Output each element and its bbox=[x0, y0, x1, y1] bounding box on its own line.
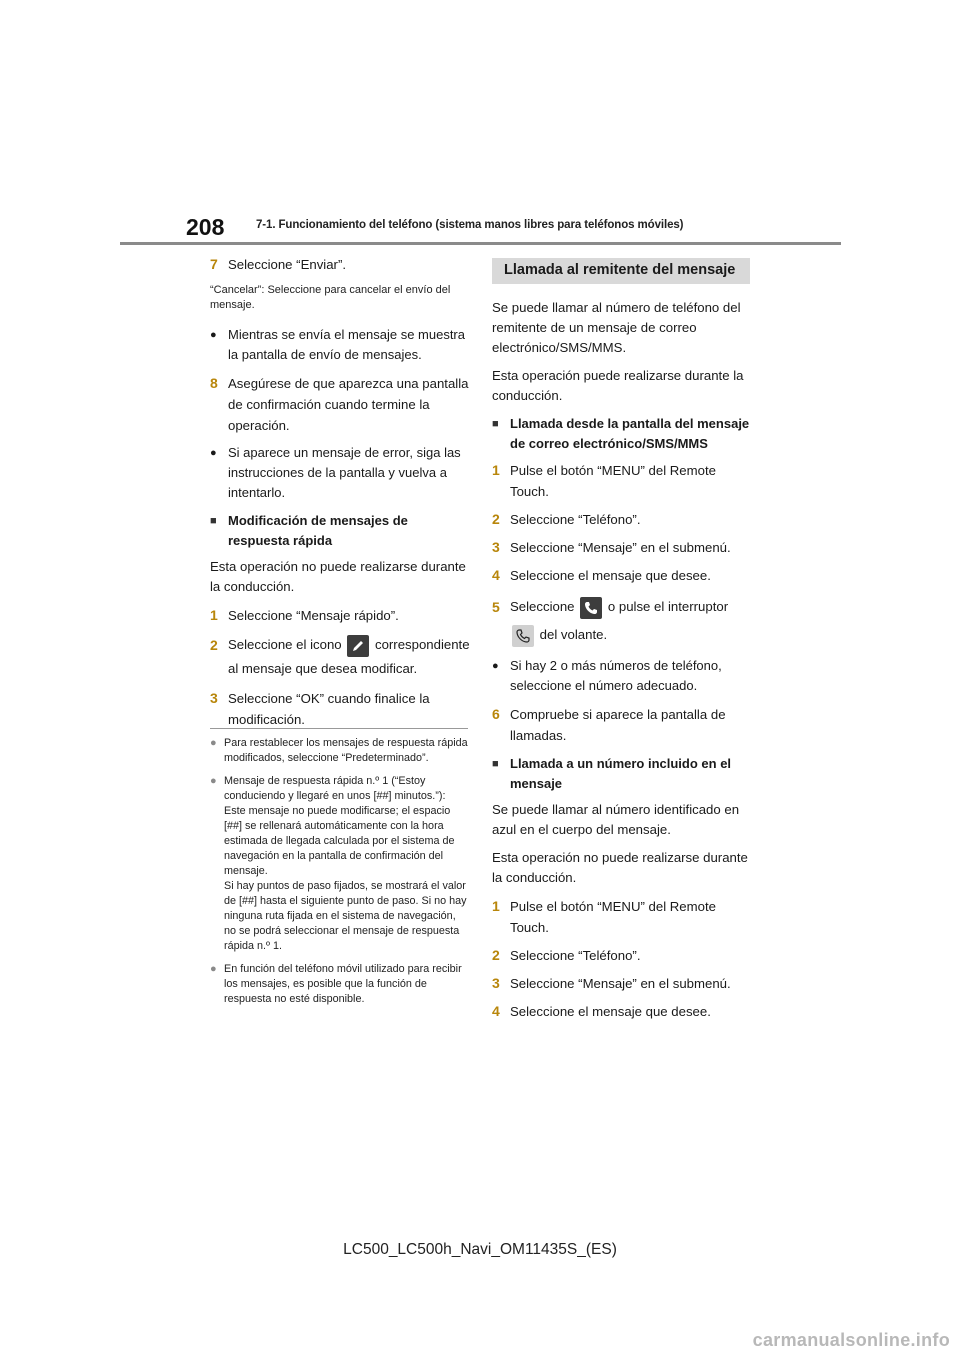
step-text: Pulse el botón “MENU” del Remote Touch. bbox=[510, 463, 716, 499]
bullet-multiple-numbers bbox=[492, 656, 750, 696]
step-4 bbox=[492, 565, 750, 586]
step-1 bbox=[210, 605, 470, 626]
square-bullet-icon: ■ bbox=[492, 418, 499, 430]
bullet-sending bbox=[210, 325, 470, 365]
step-number: 1 bbox=[492, 898, 500, 914]
step-text-after: correspondiente al mensaje que desea modificar. bbox=[228, 637, 470, 676]
step-number: 4 bbox=[492, 1003, 500, 1019]
page-number: 208 bbox=[186, 214, 225, 240]
step-1 bbox=[492, 896, 750, 938]
info-item bbox=[210, 736, 468, 766]
paragraph: Se puede llamar al número identificado en azul en el cuerpo del mensaje. bbox=[492, 802, 740, 837]
info-bullet-icon: ● bbox=[210, 775, 217, 787]
bullet-dot-icon: ● bbox=[210, 447, 217, 459]
bullet-error bbox=[210, 443, 470, 503]
subheading-text: Modificación de mensajes de respuesta rápida bbox=[228, 513, 408, 548]
step-4 bbox=[492, 1001, 750, 1022]
step-text: Seleccione “Mensaje” en el submenú. bbox=[510, 540, 731, 555]
paragraph: Esta operación no puede realizarse durante la conducción. bbox=[210, 559, 466, 594]
info-bullet-icon: ● bbox=[210, 963, 217, 975]
footer-doc-code: LC500_LC500h_Navi_OM11435S_(ES) bbox=[343, 1241, 617, 1258]
box-heading: Llamada al remitente del mensaje bbox=[492, 258, 750, 284]
step-text: Seleccione el mensaje que desee. bbox=[510, 1004, 711, 1019]
step-number: 2 bbox=[492, 511, 500, 527]
subheading-text: Llamada desde la pantalla del mensaje de correo electrónico/SMS/MMS bbox=[510, 416, 750, 451]
info-text: En función del teléfono móvil utilizado para recibir los mensajes, es posible que la función de respuesta no esté disponible. bbox=[224, 963, 462, 1005]
paragraph: Esta operación puede realizarse durante la conducción. bbox=[492, 368, 744, 403]
cancel-note: “Cancelar”: Seleccione para cancelar el envío del mensaje. bbox=[210, 284, 451, 311]
step-2 bbox=[210, 633, 470, 681]
subheading-text: Llamada a un número incluido en el mensaje bbox=[510, 756, 732, 791]
watermark-link[interactable]: carmanualsonline.info bbox=[752, 1330, 950, 1350]
step-number: 5 bbox=[492, 599, 500, 615]
step-3 bbox=[492, 537, 750, 558]
paragraph: Esta operación no puede realizarse durante la conducción. bbox=[492, 850, 748, 885]
bullet-dot-icon: ● bbox=[492, 660, 499, 672]
step-3 bbox=[210, 688, 470, 730]
step-number: 3 bbox=[492, 539, 500, 555]
square-bullet-icon: ■ bbox=[210, 515, 217, 527]
step-text-before: Seleccione el icono bbox=[228, 637, 342, 652]
phone-icon bbox=[580, 597, 602, 619]
subheading-call-number-in-message bbox=[492, 754, 750, 794]
step-text-after: del volante. bbox=[539, 627, 608, 642]
step-number: 3 bbox=[492, 975, 500, 991]
steering-phone-switch-icon bbox=[512, 625, 534, 647]
info-bullet-icon: ● bbox=[210, 737, 217, 749]
step-text: Pulse el botón “MENU” del Remote Touch. bbox=[510, 899, 716, 935]
right-column bbox=[492, 258, 750, 1029]
step-5 bbox=[492, 593, 750, 649]
subheading-modify bbox=[210, 511, 470, 551]
step-2 bbox=[492, 509, 750, 530]
step-text: Seleccione “Mensaje” en el submenú. bbox=[510, 976, 731, 991]
info-item bbox=[210, 962, 468, 1007]
step-number: 1 bbox=[492, 462, 500, 478]
left-column bbox=[210, 254, 470, 737]
step-text: Asegúrese de que aparezca una pantalla de confirmación cuando termine la operación. bbox=[228, 376, 469, 433]
step-number: 2 bbox=[492, 947, 500, 963]
bullet-text: Si aparece un mensaje de error, siga las instrucciones de la pantalla y vuelva a intentarlo. bbox=[228, 445, 461, 500]
step-text-middle: o pulse el interruptor bbox=[607, 599, 729, 614]
paragraph: Se puede llamar al número de teléfono del remitente de un mensaje de correo electrónico/SMS/MMS. bbox=[492, 300, 741, 355]
step-number: 4 bbox=[492, 567, 500, 583]
step-1 bbox=[492, 460, 750, 502]
section-title: 7-1. Funcionamiento del teléfono (sistema manos libres para teléfonos móviles) bbox=[256, 219, 684, 231]
step-text-before: Seleccione bbox=[510, 599, 575, 614]
info-text: Mensaje de respuesta rápida n.º 1 (“Estoy conduciendo y llegaré en unos [##] minutos.”): Este mensaje no puede modificarse; el espacio [##] se rellenará automáticamente con la hora estimada de llegada calculada por el sistema de navegación en la pantalla de confirmación del mensaje. Si hay puntos de paso fijados, se mostrará el valor de [##] hasta el siguiente punto de paso. Si no hay ninguna ruta fijada en el sistema de navegación, no se podrá seleccionar el mensaje de respuesta rápida n.º 1. bbox=[224, 775, 467, 952]
step-2 bbox=[492, 945, 750, 966]
step-text: Seleccione “Enviar”. bbox=[228, 257, 347, 272]
info-text: Para restablecer los mensajes de respuesta rápida modificados, seleccione “Predeterminado”. bbox=[224, 737, 468, 764]
bullet-text: Si hay 2 o más números de teléfono, seleccione el número adecuado. bbox=[510, 658, 722, 693]
step-number: 3 bbox=[210, 690, 218, 706]
step-text: Seleccione “Mensaje rápido”. bbox=[228, 608, 399, 623]
square-bullet-icon: ■ bbox=[492, 758, 499, 770]
step-number: 6 bbox=[492, 706, 500, 722]
step-number: 8 bbox=[210, 375, 218, 391]
step-number: 1 bbox=[210, 607, 218, 623]
info-divider bbox=[210, 728, 468, 729]
step-8 bbox=[210, 373, 470, 436]
step-text: Seleccione “OK” cuando finalice la modificación. bbox=[228, 691, 430, 727]
bullet-dot-icon: ● bbox=[210, 329, 217, 341]
step-number: 2 bbox=[210, 637, 218, 653]
info-item bbox=[210, 774, 468, 954]
step-text: Seleccione el mensaje que desee. bbox=[510, 568, 711, 583]
step-3 bbox=[492, 973, 750, 994]
header-rule bbox=[120, 242, 841, 245]
edit-pencil-icon bbox=[347, 635, 369, 657]
bullet-text: Mientras se envía el mensaje se muestra la pantalla de envío de mensajes. bbox=[228, 327, 465, 362]
subheading-call-from-message bbox=[492, 414, 750, 454]
step-6 bbox=[492, 704, 750, 746]
step-text: Compruebe si aparece la pantalla de llamadas. bbox=[510, 707, 726, 743]
step-text: Seleccione “Teléfono”. bbox=[510, 948, 641, 963]
step-7 bbox=[210, 254, 470, 275]
info-notes bbox=[210, 736, 468, 1015]
step-text: Seleccione “Teléfono”. bbox=[510, 512, 641, 527]
step-number: 7 bbox=[210, 256, 218, 272]
